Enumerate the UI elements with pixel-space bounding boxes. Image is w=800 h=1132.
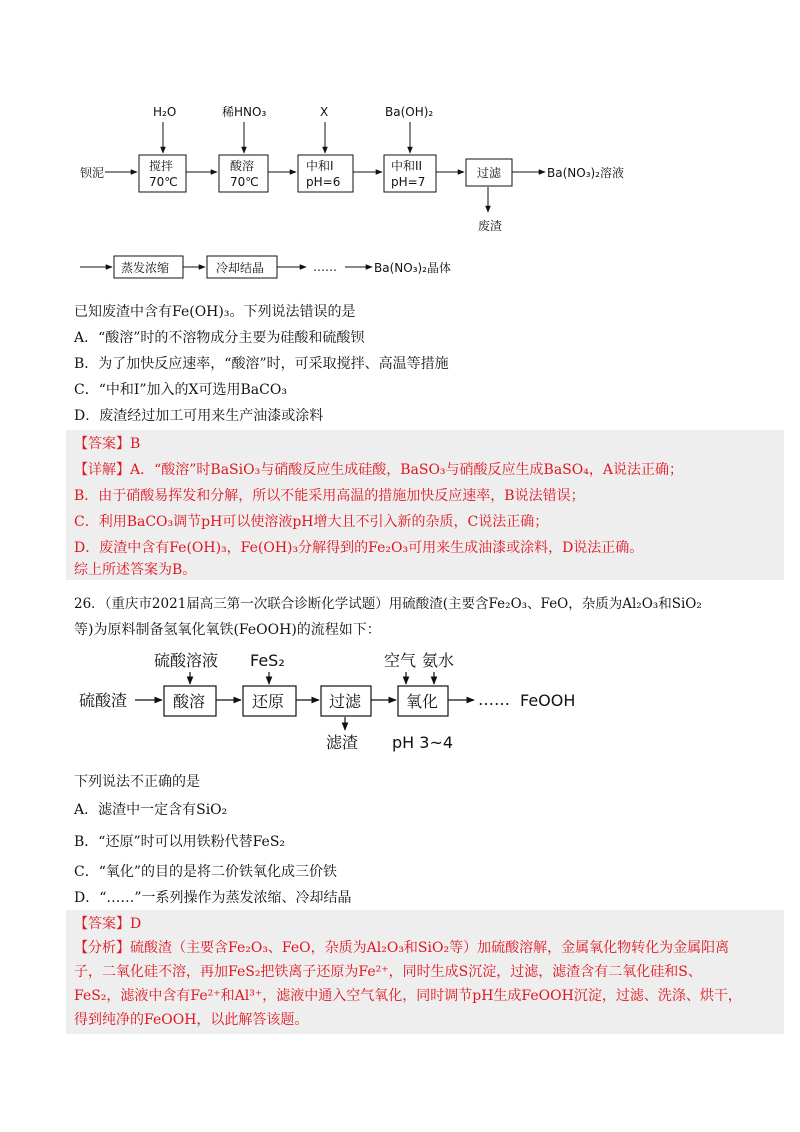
flow2-reagent: FeS₂	[250, 651, 285, 670]
q26-option-b: B．“还原”时可以用铁粉代替FeS₂	[74, 834, 286, 850]
q26-option-d: D．“……”一系列操作为蒸发浓缩、冷却结晶	[74, 890, 352, 906]
flow1-step-label: 过滤	[477, 166, 502, 180]
barium-nitrate-flowchart	[0, 0, 800, 290]
flow2-reagent: 硫酸溶液	[154, 651, 219, 670]
flow1-waste: 废渣	[478, 219, 503, 233]
analysis-label: 【分析】	[74, 940, 130, 956]
flow2-ph: pH 3~4	[392, 733, 454, 752]
q25-option-b: B．为了加快反应速率，“酸溶”时，可采取搅拌、高温等措施	[74, 356, 449, 372]
flow1-reagent: Ba(OH)₂	[385, 105, 434, 119]
flow1-step-label: 中和II	[391, 159, 423, 173]
analysis-line: 子，二氧化硅不溶，再加FeS₂把铁离子还原为Fe²⁺，同时生成S沉淀，过滤，滤渣含有二氧化硅和S、	[74, 964, 702, 980]
flow1-row2-dots: ……	[313, 260, 337, 274]
q26-answer-block	[66, 910, 784, 1034]
answer-value: D	[130, 916, 142, 932]
flow1-step-label: 酸溶	[230, 159, 255, 173]
detail-line: D．废渣中含有Fe(OH)₃，Fe(OH)₃分解得到的Fe₂O₃可用来生成油漆或涂料，D说法正确。	[74, 540, 644, 556]
analysis-line: 得到纯净的FeOOH，以此解答该题。	[74, 1012, 309, 1028]
detail-label: 【详解】	[74, 462, 130, 478]
answer-value: B	[130, 436, 141, 452]
q26-option-a: A．滤渣中一定含有SiO₂	[74, 802, 228, 818]
flow2-dots: ……	[478, 690, 510, 709]
flow2-step: 还原	[252, 692, 285, 711]
analysis-line: FeS₂，滤液中含有Fe²⁺和Al³⁺，滤液中通入空气氧化，同时调节pH生成FeOOH沉淀，过滤、洗涤、烘干，	[74, 988, 742, 1004]
flow1-row2-output: Ba(NO₃)₂晶体	[374, 261, 451, 275]
flow1-input: 钡泥	[80, 166, 105, 180]
q25-answer-block	[66, 430, 784, 580]
q26-stem-line2: 等)为原料制备氢氧化氧铁(FeOOH)的流程如下：	[74, 622, 381, 638]
flow1-reagent: X	[320, 105, 329, 119]
flow1-step-label: 中和I	[306, 159, 334, 173]
flow2-input: 硫酸渣	[79, 691, 128, 710]
feooh-flowchart	[0, 640, 800, 760]
flow1-step-cond: pH=6	[306, 175, 341, 189]
q26-stem-line1: 26．（重庆市2021届高三第一次联合诊断化学试题）用硫酸渣(主要含Fe₂O₃、FeO，杂质为Al₂O₃和SiO₂	[74, 596, 702, 612]
q25-stem: 已知废渣中含有Fe(OH)₃。下列说法错误的是	[74, 304, 356, 320]
answer-label: 【答案】	[74, 436, 130, 452]
analysis-line: 硫酸渣（主要含Fe₂O₃、FeO，杂质为Al₂O₃和SiO₂等）加硫酸溶解，金属氧化物转化为金属阳离	[130, 940, 730, 956]
flow1-row2-step: 冷却结晶	[216, 261, 265, 275]
flow1-step-cond: 70℃	[149, 175, 178, 189]
detail-line: A．“酸溶”时BaSiO₃与硝酸反应生成硅酸，BaSO₃与硝酸反应生成BaSO₄，A说法正确；	[130, 462, 683, 478]
flow2-residue: 滤渣	[326, 733, 359, 752]
flow2-step: 氧化	[406, 692, 439, 711]
q25-option-a: A．“酸溶”时的不溶物成分主要为硅酸和硫酸钡	[74, 330, 365, 346]
answer-label: 【答案】	[74, 916, 130, 932]
flow1-row2-step: 蒸发浓缩	[121, 261, 170, 275]
flow2-reagent: 空气	[384, 651, 417, 670]
flow2-output: FeOOH	[520, 691, 576, 710]
summary-line: 综上所述答案为B。	[74, 562, 197, 578]
flow1-reagent: H₂O	[153, 105, 177, 119]
q25-option-d: D．废渣经过加工可用来生产油漆或涂料	[74, 408, 324, 424]
flow2-step: 酸溶	[173, 692, 206, 711]
flow2-step: 过滤	[329, 692, 362, 711]
detail-line: C．利用BaCO₃调节pH可以使溶液pH增大且不引入新的杂质，C说法正确；	[74, 514, 549, 530]
flow1-output: Ba(NO₃)₂溶液	[547, 166, 624, 180]
q26-question: 下列说法不正确的是	[74, 774, 200, 790]
detail-line: B．由于硝酸易挥发和分解，所以不能采用高温的措施加快反应速率，B说法错误；	[74, 488, 585, 504]
q26-option-c: C．“氧化”的目的是将二价铁氧化成三价铁	[74, 864, 338, 880]
flow1-step-cond: pH=7	[391, 175, 426, 189]
q25-option-c: C．“中和Ⅰ”加入的X可选用BaCO₃	[74, 382, 287, 398]
flow1-reagent: 稀HNO₃	[222, 105, 267, 119]
flow1-step-label: 搅拌	[149, 159, 174, 173]
flow2-reagent: 氨水	[422, 651, 455, 670]
flow1-step-cond: 70℃	[230, 175, 259, 189]
